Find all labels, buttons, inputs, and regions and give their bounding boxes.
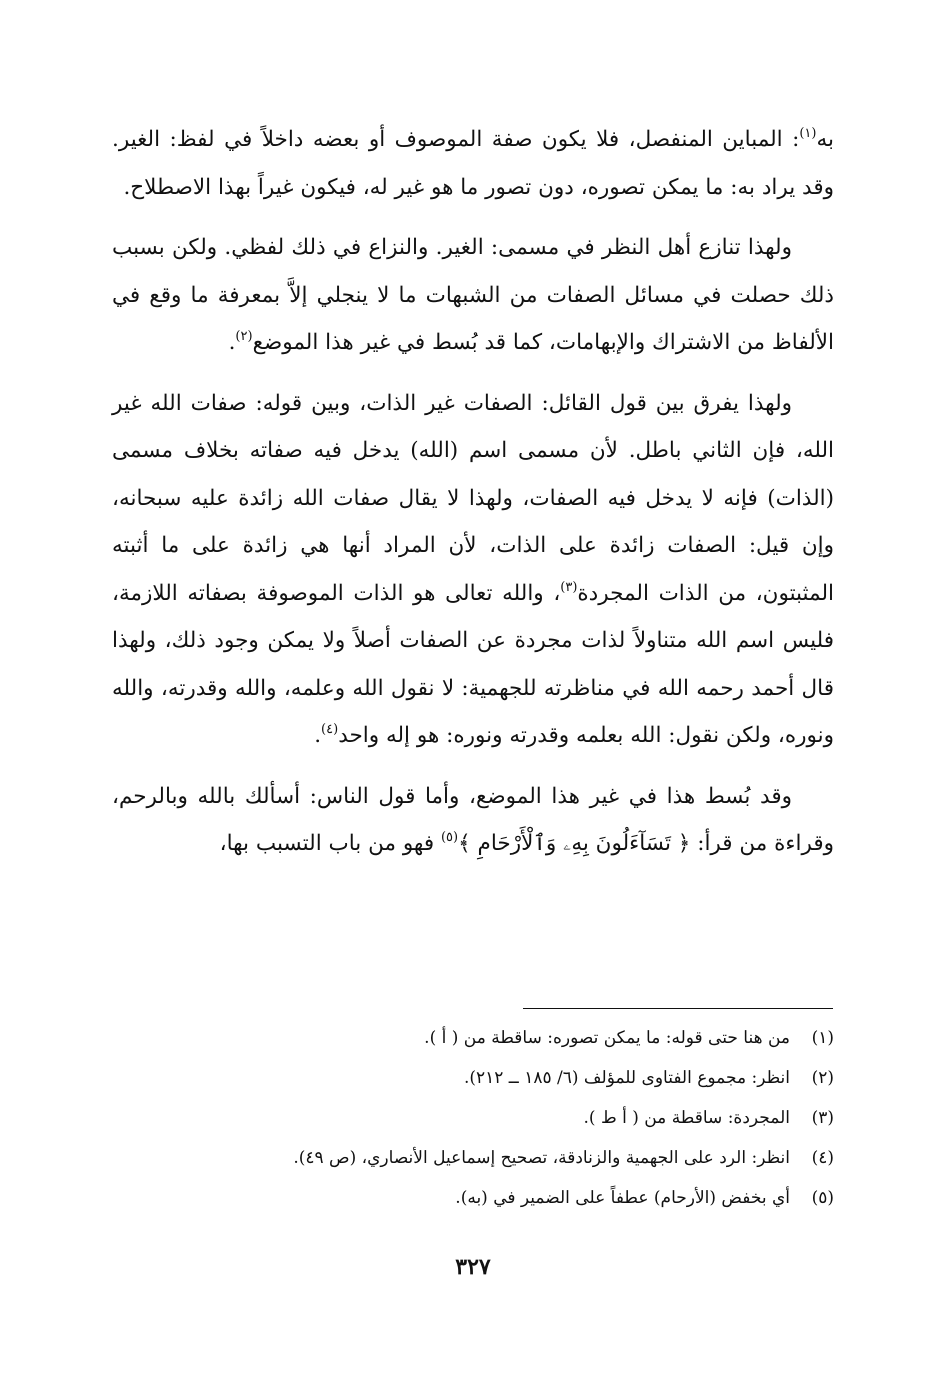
footnote-text: المجردة: ساقطة من ( أ ط ). — [583, 1108, 790, 1128]
page-number: ٣٢٧ — [455, 1254, 491, 1280]
footnote-ref-1[interactable]: (١) — [799, 126, 817, 141]
paragraph-2 — [112, 224, 834, 367]
paragraph-4-text: وقد بُسط هذا في غير هذا الموضع، وأما قول الناس: أسألك بالله وبالرحم، وقراءة من قرأ: — [112, 783, 834, 856]
paragraph-1-start: به — [816, 127, 834, 152]
footnote-number: (٢) — [811, 1068, 834, 1088]
paragraph-3 — [112, 380, 834, 760]
footnote-3 — [112, 1098, 834, 1138]
footnote-ref-4[interactable]: (٤) — [321, 722, 339, 737]
main-text — [112, 116, 834, 881]
quran-verse: ﴿ تَسَآءَلُونَ بِهِۦ وَٱلْأَرْحَامِ ﴾ — [458, 831, 691, 856]
paragraph-3-end: . — [314, 723, 322, 748]
footnote-number: (١) — [811, 1028, 834, 1048]
footnote-ref-5[interactable]: (٥) — [440, 830, 459, 845]
footnotes-list — [112, 1018, 834, 1218]
footnote-5 — [112, 1178, 834, 1218]
footnote-ref-3[interactable]: (٣) — [560, 579, 578, 595]
footnote-text: انظر: الرد على الجهمية والزنادقة، تصحيح إسماعيل الأنصاري، (ص ٤٩). — [293, 1148, 790, 1168]
paragraph-3-text-b: ، والله تعالى هو الذات الموصوفة بصفاته اللازمة، فليس اسم الله متناولاً لذات مجردة عن الصفات أصلاً ولا يمكن وجود ذلك، ولهذا قال أحمد رحمه الله في مناظرته للجهمية: لا نقول الله وعلمه، والله وقدرته، والله ونوره، ولكن نقول: الله بعلمه وقدرته ونوره: هو إله واحد — [112, 580, 834, 748]
footnote-text: من هنا حتى قوله: ما يمكن تصوره: ساقطة من ( أ ). — [424, 1028, 790, 1048]
paragraph-1-text: : المباين المنفصل، فلا يكون صفة الموصوف أو بعضه داخلاً في لفظ: الغير. وقد يراد به: ما يمكن تصوره، دون تصور ما هو غير له، فيكون غيراً بهذا الاصطلاح. — [112, 127, 834, 200]
footnote-number: (٤) — [811, 1148, 834, 1168]
footnote-ref-2[interactable]: (٢) — [235, 329, 253, 344]
footnote-number: (٥) — [811, 1188, 834, 1208]
footnote-text: انظر: مجموع الفتاوى للمؤلف (٦/ ١٨٥ ــ ٢١٢). — [463, 1068, 790, 1088]
footnote-4 — [112, 1138, 834, 1178]
paragraph-2-text: ولهذا تنازع أهل النظر في مسمى: الغير. والنزاع في ذلك لفظي. ولكن بسبب ذلك حصلت في مسائل الصفات من الشبهات ما لا ينجلي إلاَّ بمعرفة ما وقع في الألفاظ من الاشتراك والإبهامات، كما قد بُسط في غير هذا الموضع — [112, 235, 834, 355]
footnote-divider — [523, 1008, 833, 1009]
paragraph-1 — [112, 116, 834, 211]
footnote-1 — [112, 1018, 834, 1058]
footnote-2 — [112, 1058, 834, 1098]
footnote-text: أي بخفض (الأرحام) عطفاً على الضمير في (به). — [455, 1188, 790, 1208]
paragraph-3-text-a: ولهذا يفرق بين قول القائل: الصفات غير الذات، وبين قوله: صفات الله غير الله، فإن الثاني باطل. لأن مسمى اسم (الله) يدخل فيه صفاته بخلاف مسمى (الذات) فإنه لا يدخل فيه الصفات، ولهذا لا يقال صفات الله زائدة عليه سبحانه، وإن قيل: الصفات زائدة على الذات، لأن المراد أنها هي زائدة على ما أثبته المثبتون، من الذات المجردة — [112, 390, 834, 606]
paragraph-4 — [112, 773, 834, 868]
paragraph-4-end: فهو من باب التسبب بها، — [219, 831, 441, 856]
footnote-number: (٣) — [811, 1108, 834, 1128]
paragraph-2-end: . — [228, 330, 236, 355]
